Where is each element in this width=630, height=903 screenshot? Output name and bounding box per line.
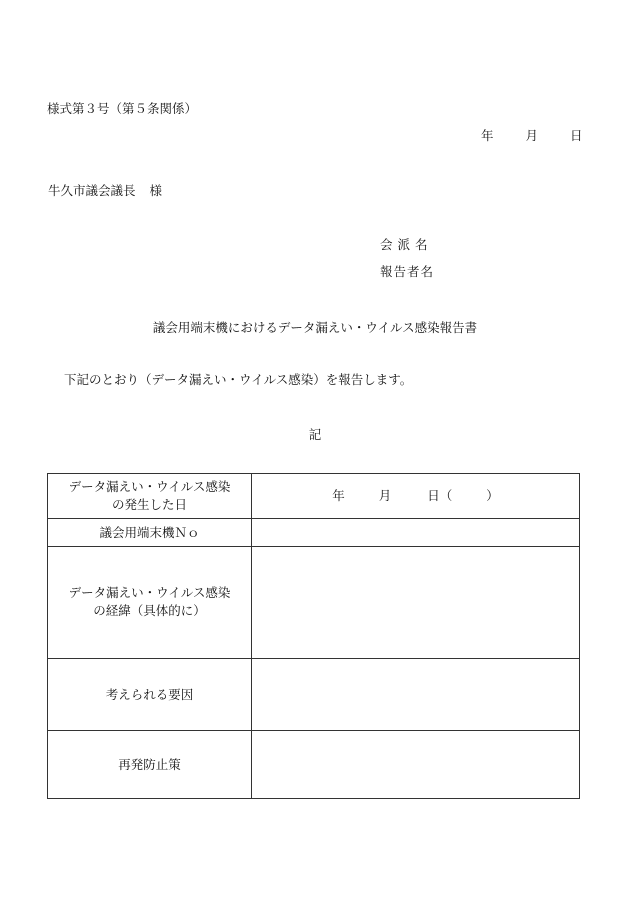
table-row <box>48 659 580 731</box>
date-day-label: 日 <box>570 128 583 143</box>
terminal-no-label: 議会用端末機Ｎｏ <box>48 519 252 547</box>
date-year-label: 年 <box>481 128 494 143</box>
date-month-label: 月 <box>525 128 539 143</box>
table-row <box>48 731 580 799</box>
occurrence-date-label <box>48 474 252 519</box>
table-row <box>48 547 580 659</box>
document-title: 議会用端末機におけるデータ漏えい・ウイルス感染報告書 <box>152 320 478 335</box>
incident-details-label <box>48 547 252 659</box>
occurrence-month-label: 月 <box>378 488 392 503</box>
report-date-line <box>481 126 583 144</box>
addressee-name: 牛久市議会議長 <box>48 183 136 198</box>
intro-text: 下記のとおり（データ漏えい・ウイルス感染）を報告します。 <box>64 372 413 387</box>
occurrence-date-label-line1: データ漏えい・ウイルス感染 <box>68 479 231 494</box>
reporter-name-label: 報告者名 <box>380 264 435 279</box>
incident-details-label-line1: データ漏えい・ウイルス感染 <box>68 585 231 600</box>
occurrence-date-label-line2: の発生した日 <box>111 497 187 512</box>
occurrence-year-label: 年 <box>332 488 345 503</box>
terminal-no-field[interactable] <box>252 519 580 547</box>
incident-details-label-line2: の経緯（具体的に） <box>93 603 206 618</box>
possible-cause-field[interactable] <box>252 659 580 731</box>
addressee-honorific: 様 <box>149 183 163 198</box>
addressee <box>48 181 162 199</box>
report-table <box>47 473 580 799</box>
ki-heading: 記 <box>308 427 322 442</box>
occurrence-date-field[interactable] <box>252 474 580 519</box>
form-number: 様式第３号（第５条関係） <box>47 101 198 116</box>
occurrence-weekday-close: ） <box>486 488 499 503</box>
prevention-measures-label: 再発防止策 <box>48 731 252 799</box>
possible-cause-label: 考えられる要因 <box>48 659 252 731</box>
occurrence-day-label: 日（ <box>427 488 453 503</box>
incident-details-field[interactable] <box>252 547 580 659</box>
table-row <box>48 474 580 519</box>
table-row <box>48 519 580 547</box>
faction-name-label: 会派名 <box>380 237 433 252</box>
prevention-measures-field[interactable] <box>252 731 580 799</box>
